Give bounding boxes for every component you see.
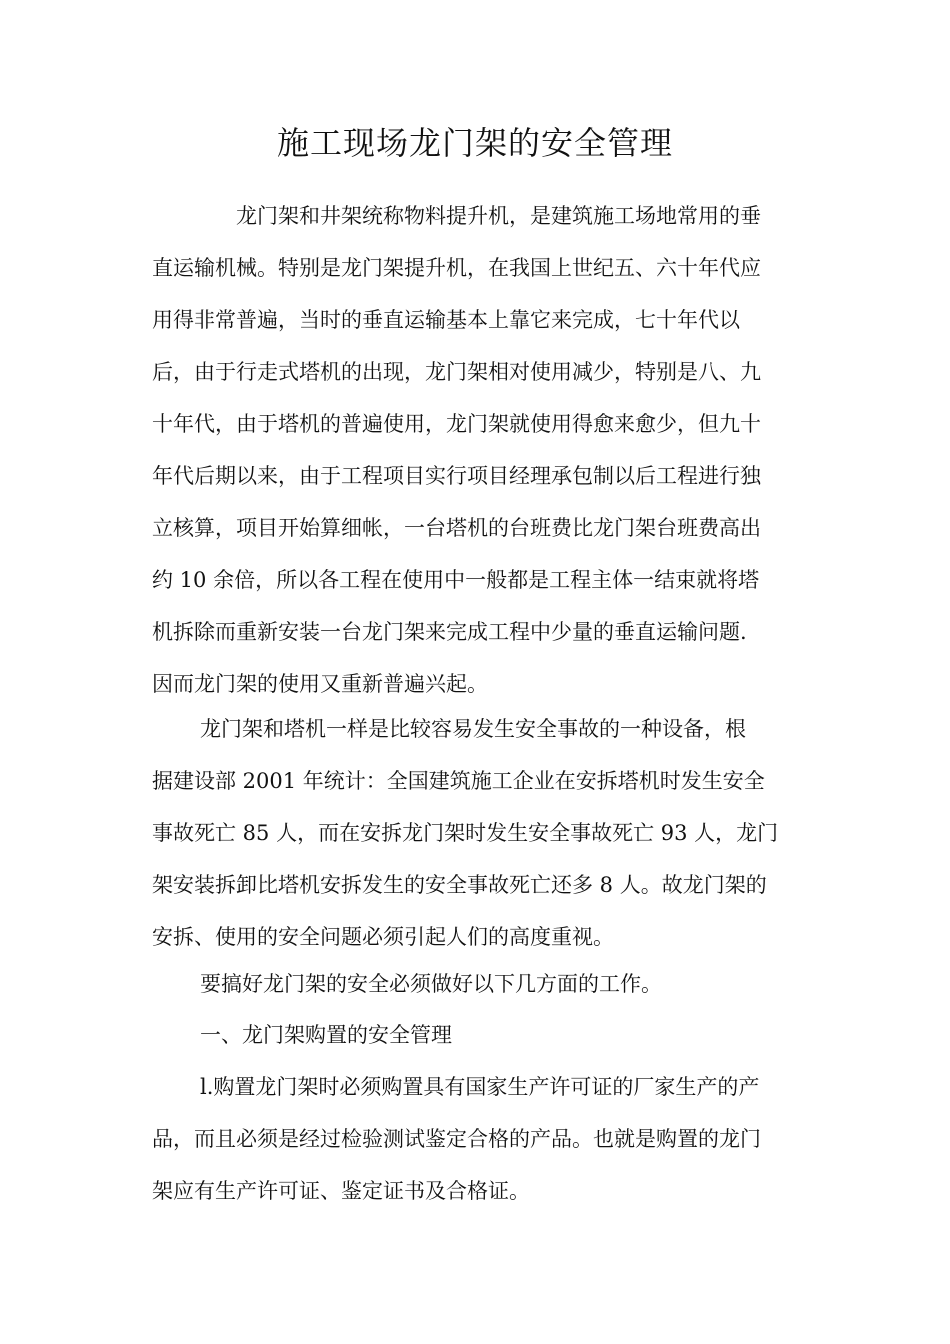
paragraph-statistics [152, 703, 812, 963]
paragraph-transition [152, 958, 812, 1010]
text-line: 机拆除而重新安装一台龙门架来完成工程中少量的垂直运输问题. [152, 620, 747, 644]
text-line: 龙门架和井架统称物料提升机，是建筑施工场地常用的垂 [236, 204, 761, 228]
text-line: 年代后期以来，由于工程项目实行项目经理承包制以后工程进行独 [152, 464, 761, 488]
text-line: 十年代，由于塔机的普遍使用，龙门架就使用得愈来愈少，但九十 [152, 412, 761, 436]
text-line: 龙门架和塔机一样是比较容易发生安全事故的一种设备，根 [200, 717, 746, 741]
text-line: 架应有生产许可证、鉴定证书及合格证。 [152, 1179, 530, 1203]
paragraph-purchase [152, 1061, 812, 1217]
text-line: 品，而且必须是经过检验测试鉴定合格的产品。也就是购置的龙门 [152, 1127, 761, 1151]
text-line: 事故死亡 85 人，而在安拆龙门架时发生安全事故死亡 93 人，龙门 [152, 821, 779, 845]
text-line: 直运输机械。特别是龙门架提升机，在我国上世纪五、六十年代应 [152, 256, 761, 280]
text-line: 用得非常普遍，当时的垂直运输基本上靠它来完成，七十年代以 [152, 308, 740, 332]
text-line: 约 10 余倍，所以各工程在使用中一般都是工程主体一结束就将塔 [152, 568, 760, 592]
text-line: 架安装拆卸比塔机安拆发生的安全事故死亡还多 8 人。故龙门架的 [152, 873, 767, 897]
text-line: 据建设部 2001 年统计：全国建筑施工企业在安拆塔机时发生安全 [152, 769, 765, 793]
section-heading-text: 一、龙门架购置的安全管理 [200, 1023, 452, 1047]
section-heading [152, 1009, 812, 1061]
text-line: 因而龙门架的使用又重新普遍兴起。 [152, 672, 488, 696]
paragraph-intro [152, 190, 812, 710]
text-line: 后，由于行走式塔机的出现，龙门架相对使用减少，特别是八、九 [152, 360, 761, 384]
text-line: 立核算，项目开始算细帐，一台塔机的台班费比龙门架台班费高出 [152, 516, 761, 540]
document-title: 施工现场龙门架的安全管理 [276, 124, 673, 162]
text-line: 要搞好龙门架的安全必须做好以下几方面的工作。 [200, 972, 662, 996]
text-line: 安拆、使用的安全问题必须引起人们的高度重视。 [152, 925, 614, 949]
text-line: l.购置龙门架时必须购置具有国家生产许可证的厂家生产的产 [200, 1075, 760, 1099]
